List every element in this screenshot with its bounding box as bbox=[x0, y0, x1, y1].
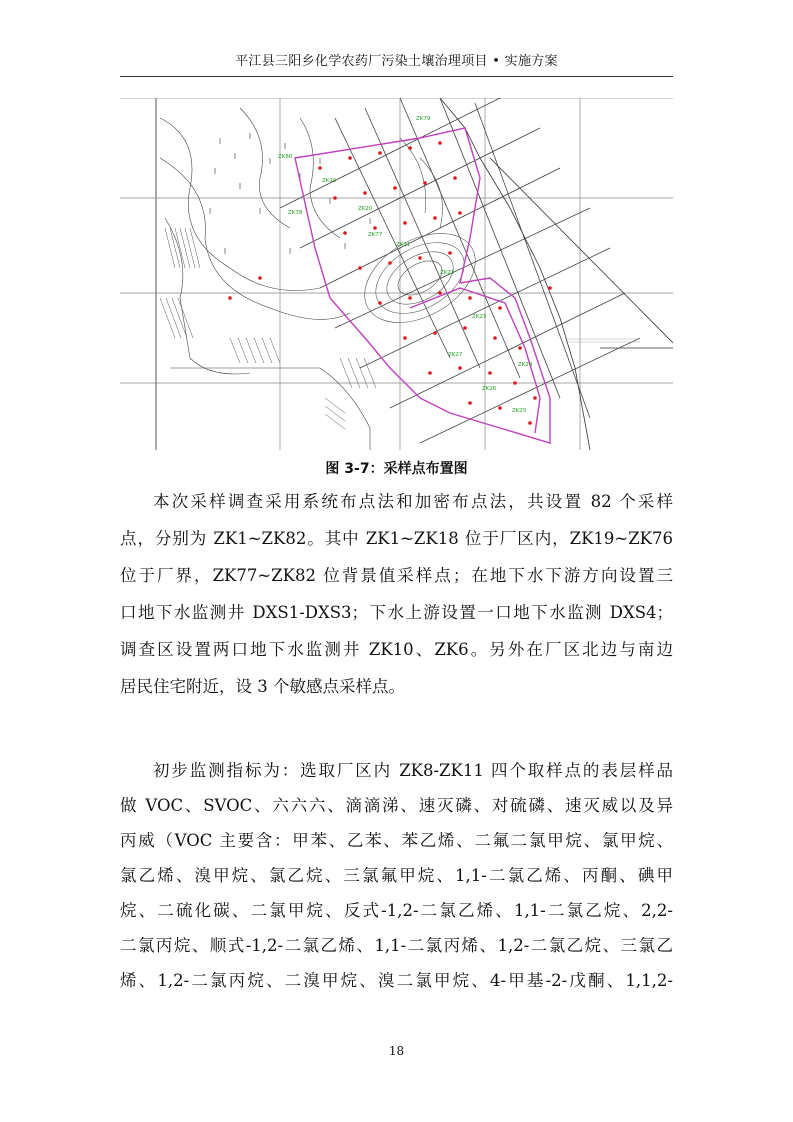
paragraph-line: 初步监测指标为：选取厂区内 ZK8-ZK11 四个取样点的表层样品 bbox=[153, 761, 673, 780]
label-zk27: ZK27 bbox=[448, 352, 463, 358]
label-zk25: ZK25 bbox=[512, 408, 527, 414]
paragraph-line: 做 VOC、SVOC、六六六、滴滴涕、速灭磷、对硫磷、速灭威以及异 bbox=[120, 796, 673, 815]
header-rule bbox=[120, 76, 673, 77]
paragraph-line: 氯乙烯、溴甲烷、氯乙烷、三氯氟甲烷、1,1-二氯乙烯、丙酮、碘甲 bbox=[120, 866, 673, 885]
paragraph-line: 居民住宅附近，设 3 个敏感点采样点。 bbox=[120, 677, 405, 696]
label-zk26: ZK26 bbox=[482, 386, 497, 392]
page-header: 平江县三阳乡化学农药厂污染土壤治理项目 • 实施方案 bbox=[235, 54, 558, 69]
paragraph-sampling-scheme bbox=[120, 483, 673, 705]
paragraph-line: 烯、1,2-二氯丙烷、二溴甲烷、溴二氯甲烷、4-甲基-2-戊酮、1,1,2- bbox=[120, 971, 673, 990]
paragraph-line: 二氯丙烷、顺式-1,2-二氯乙烯、1,1-二氯丙烯、1,2-二氯乙烷、三氯乙 bbox=[120, 936, 673, 955]
paragraph-line: 点，分别为 ZK1~ZK82。其中 ZK1~ZK18 位于厂区内，ZK19~ZK76 bbox=[120, 529, 673, 548]
label-zk79: ZK79 bbox=[416, 116, 431, 122]
site-map-drawing bbox=[120, 98, 673, 450]
page-number: 18 bbox=[388, 1044, 405, 1058]
sampling-layout-map bbox=[120, 98, 673, 450]
paragraph-line: 口地下水监测井 DXS1-DXS3；下水上游设置一口地下水监测 DXS4； bbox=[120, 603, 673, 622]
label-zk20: ZK20 bbox=[358, 206, 373, 212]
paragraph-line: 烷、二硫化碳、二氯甲烷、反式-1,2-二氯乙烯、1,1-二氯乙烷、2,2- bbox=[120, 901, 673, 920]
label-zk80: ZK80 bbox=[278, 154, 293, 160]
label-zk22: ZK22 bbox=[440, 270, 455, 276]
paragraph-line: 丙威（VOC 主要含：甲苯、乙苯、苯乙烯、二氟二氯甲烷、氯甲烷、 bbox=[120, 831, 673, 850]
label-zk78: ZK78 bbox=[288, 210, 303, 216]
label-zk19: ZK19 bbox=[322, 178, 337, 184]
label-zk21: ZK21 bbox=[396, 242, 411, 248]
paragraph-line: 调查区设置两口地下水监测井 ZK10、ZK6。另外在厂区北边与南边 bbox=[120, 640, 673, 659]
label-zk77: ZK77 bbox=[368, 232, 383, 238]
label-zk24: ZK24 bbox=[518, 362, 533, 368]
label-zk23: ZK23 bbox=[472, 314, 487, 320]
figure-caption: 图 3-7：采样点布置图 bbox=[325, 461, 468, 477]
paragraph-line: 位于厂界，ZK77~ZK82 位背景值采样点；在地下水下游方向设置三 bbox=[120, 566, 673, 585]
paragraph-line: 本次采样调查采用系统布点法和加密布点法，共设置 82 个采样 bbox=[153, 492, 673, 511]
paragraph-monitoring-indicators bbox=[120, 753, 673, 998]
